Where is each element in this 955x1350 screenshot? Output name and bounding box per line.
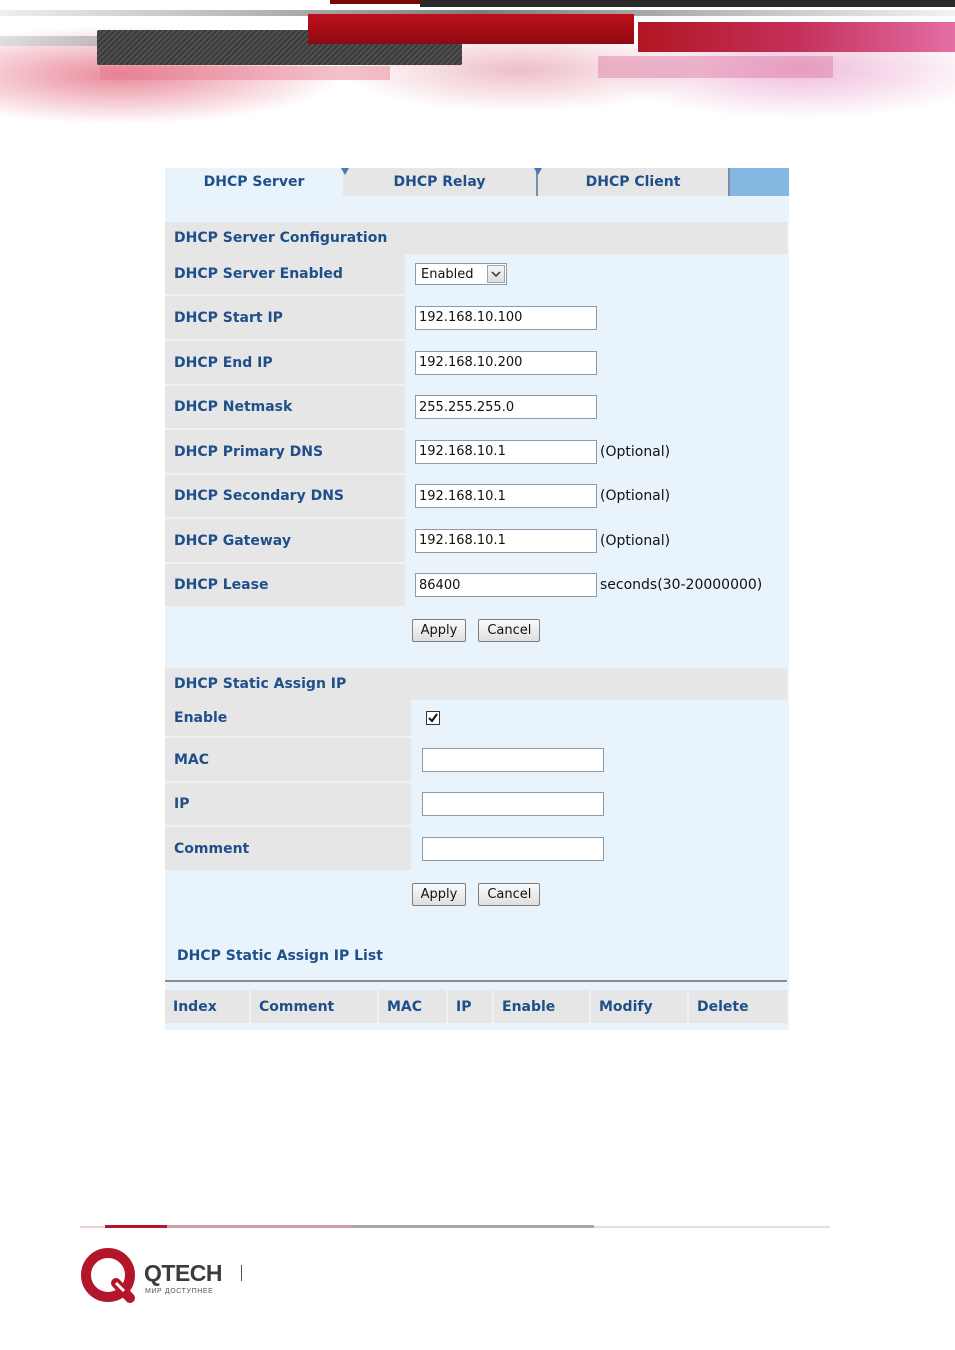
static-ip-input[interactable] [422,792,604,816]
static-cancel-button[interactable]: Cancel [478,883,540,906]
col-enable: Enable [494,990,589,1023]
static-enable-cell [413,700,787,736]
static-list-header [165,990,787,1023]
primary-dns-cell [407,430,787,473]
static-enable-checkbox[interactable] [426,711,440,725]
lease-input[interactable] [415,573,597,597]
row-start-ip [165,296,787,341]
row-static-enable [165,700,787,738]
footer-divider [80,1225,830,1229]
netmask-cell [407,386,787,428]
row-static-mac [165,738,787,783]
server-config-actions [165,608,787,652]
qtech-logo [80,1246,280,1308]
server-enabled-label: DHCP Server Enabled [165,254,405,294]
lease-label: DHCP Lease [165,564,405,606]
row-static-ip [165,783,787,827]
tab-label: DHCP Relay [393,174,486,190]
tab-separator-icon [534,168,542,175]
server-config-title: DHCP Server Configuration [165,222,787,254]
server-cancel-button[interactable]: Cancel [478,619,540,642]
end-ip-label: DHCP End IP [165,341,405,384]
row-end-ip [165,341,787,386]
logo-separator [241,1265,242,1281]
gateway-label: DHCP Gateway [165,519,405,562]
server-enabled-cell [407,254,787,294]
static-list-title: DHCP Static Assign IP List [177,948,383,964]
static-enable-label: Enable [165,700,411,736]
chevron-down-icon[interactable] [487,265,505,283]
static-assign-actions [165,872,787,916]
row-server-enabled [165,254,787,296]
secondary-dns-cell [407,475,787,517]
start-ip-input[interactable] [415,306,597,330]
row-lease [165,564,787,608]
end-ip-input[interactable] [415,351,597,375]
server-apply-button[interactable]: Apply [412,619,467,642]
primary-dns-note: (Optional) [600,443,671,460]
static-assign-title: DHCP Static Assign IP [165,668,787,700]
brand-name: QTECH [144,1260,222,1286]
brand-tagline: МИР ДОСТУПНЕЕ [145,1288,214,1295]
static-mac-cell [413,738,787,781]
netmask-input[interactable] [415,395,597,419]
header-banner [0,0,955,150]
col-modify: Modify [591,990,687,1023]
col-delete: Delete [689,990,787,1023]
static-mac-input[interactable] [422,748,604,772]
row-gateway [165,519,787,564]
static-apply-button[interactable]: Apply [412,883,467,906]
col-ip: IP [448,990,492,1023]
tab-bar [165,168,789,196]
primary-dns-input[interactable] [415,440,597,464]
static-comment-cell [413,827,787,870]
server-enabled-select[interactable] [415,263,507,285]
row-primary-dns [165,430,787,475]
gateway-note: (Optional) [600,532,671,549]
lease-note: seconds(30-20000000) [600,577,763,593]
netmask-label: DHCP Netmask [165,386,405,428]
lease-cell [407,564,787,606]
tab-separator-icon [341,168,349,175]
row-static-comment [165,827,787,872]
secondary-dns-note: (Optional) [600,488,671,504]
qtech-logo-icon [80,1246,138,1306]
gateway-input[interactable] [415,529,597,553]
col-index: Index [165,990,249,1023]
row-secondary-dns [165,475,787,519]
row-netmask [165,386,787,430]
tab-label: DHCP Client [585,174,681,190]
tab-dhcp-client[interactable] [538,168,730,196]
col-comment: Comment [251,990,377,1023]
col-mac: MAC [379,990,446,1023]
static-ip-cell [413,783,787,825]
static-mac-label: MAC [165,738,411,781]
static-list-divider [165,980,787,982]
static-comment-input[interactable] [422,837,604,861]
tab-label: DHCP Server [203,174,305,190]
tab-dhcp-relay[interactable] [343,168,538,196]
gateway-cell [407,519,787,562]
primary-dns-label: DHCP Primary DNS [165,430,405,473]
start-ip-label: DHCP Start IP [165,296,405,339]
tab-bar-filler [730,168,789,196]
secondary-dns-input[interactable] [415,484,597,508]
end-ip-cell [407,341,787,384]
dhcp-settings-panel [165,168,789,1030]
secondary-dns-label: DHCP Secondary DNS [165,475,405,517]
server-enabled-value: Enabled [421,266,474,282]
static-comment-label: Comment [165,827,411,870]
checkmark-icon [427,712,439,724]
start-ip-cell [407,296,787,339]
static-ip-label: IP [165,783,411,825]
tab-dhcp-server[interactable] [165,168,343,196]
